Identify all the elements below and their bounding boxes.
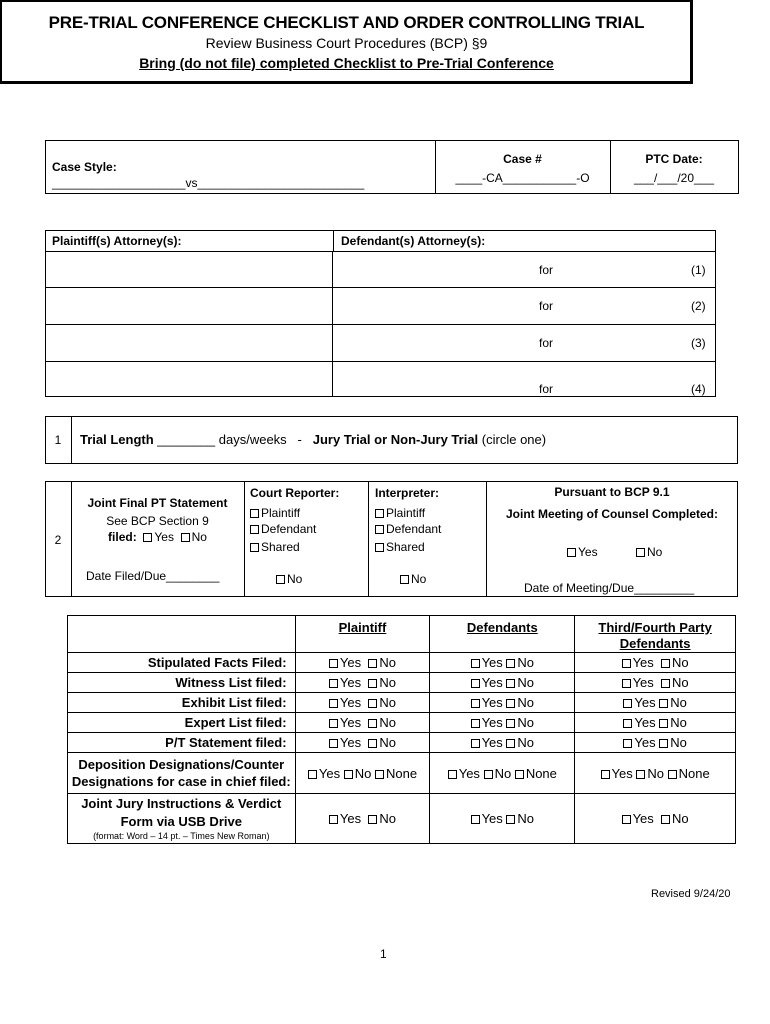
table-row: P/T Statement filed: Yes No Yes No Yes No <box>68 733 736 753</box>
pt-filed-yes[interactable]: Yes <box>143 530 174 544</box>
court-reporter-plaintiff[interactable]: Plaintiff <box>250 506 339 520</box>
title-box <box>0 0 693 84</box>
column-header: Third/Fourth Party Defendants <box>598 620 712 651</box>
case-style-label: Case Style: <box>52 160 117 174</box>
table-row: Deposition Designations/Counter Designations for case in chief filed: Yes No None Yes No None Yes No None <box>68 753 736 794</box>
attorney-row-number: (2) <box>691 299 706 313</box>
row-label: Deposition Designations/Counter <box>78 757 285 772</box>
checkbox-icon <box>375 509 384 518</box>
for-label: for <box>539 336 554 350</box>
checkbox-icon <box>143 533 152 542</box>
row-label: P/T Statement filed: <box>68 733 296 753</box>
plaintiff-attorney-label: Plaintiff(s) Attorney(s): <box>52 234 182 248</box>
row-label: Expert List filed: <box>68 713 296 733</box>
joint-meeting-no[interactable]: No <box>636 545 662 559</box>
interpreter-shared[interactable]: Shared <box>375 540 441 554</box>
joint-meeting-label: Joint Meeting of Counsel Completed: <box>506 507 718 521</box>
interpreter-no[interactable]: No <box>400 572 426 586</box>
ptc-date-field[interactable]: ___/___/20___ <box>633 171 715 185</box>
checkbox-icon <box>250 543 259 552</box>
section-1-number: 1 <box>54 433 62 447</box>
case-style-field[interactable]: ____________________vs_________________________ <box>52 176 365 190</box>
checkbox-icon <box>636 548 645 557</box>
joint-meeting-yes[interactable]: Yes <box>567 545 598 559</box>
format-note: (format: Word – 14 pt. – Times New Roman) <box>93 831 270 841</box>
court-reporter-shared[interactable]: Shared <box>250 540 339 554</box>
court-reporter-defendant[interactable]: Defendant <box>250 522 339 536</box>
for-label: for <box>539 263 554 277</box>
checkbox-icon <box>567 548 576 557</box>
checkbox-icon <box>375 543 384 552</box>
checkbox-icon <box>375 525 384 534</box>
table-row: Exhibit List filed: Yes No Yes No Yes No <box>68 693 736 713</box>
checkbox-icon <box>181 533 190 542</box>
page-title: PRE-TRIAL CONFERENCE CHECKLIST AND ORDER CONTROLLING TRIAL <box>48 13 645 32</box>
interpreter-defendant[interactable]: Defendant <box>375 522 441 536</box>
table-row: Witness List filed: Yes No Yes No Yes No <box>68 673 736 693</box>
ptc-date-label: PTC Date: <box>645 152 703 166</box>
row-label: Designations for case in chief filed: <box>71 774 291 789</box>
pt-filed-row: filed: Yes No <box>108 530 207 544</box>
attorney-row-number: (3) <box>691 336 706 350</box>
defendant-attorney-label: Defendant(s) Attorney(s): <box>341 234 486 248</box>
row-label: Joint Jury Instructions & Verdict <box>81 796 282 811</box>
checkbox-icon <box>400 575 409 584</box>
section-2-number: 2 <box>54 533 62 547</box>
court-reporter-label: Court Reporter: <box>250 486 340 500</box>
see-bcp-text: See BCP Section 9 <box>106 514 209 528</box>
for-label: for <box>539 299 554 313</box>
column-header: Defendants <box>466 620 538 635</box>
row-label: Exhibit List filed: <box>68 693 296 713</box>
jury-trial-choice[interactable]: Jury Trial or Non-Jury Trial <box>312 432 479 447</box>
checkbox-icon <box>250 525 259 534</box>
table-row: Expert List filed: Yes No Yes No Yes No <box>68 713 736 733</box>
checkbox-icon <box>250 509 259 518</box>
case-number-field[interactable]: ____-CA___________-O <box>455 171 590 185</box>
trial-length-line: Trial Length ________ days/weeks - Jury Trial or Non-Jury Trial (circle one) <box>80 432 547 447</box>
page-subtitle: Review Business Court Procedures (BCP) §9 <box>205 35 488 51</box>
row-label: Form via USB Drive <box>120 814 242 829</box>
trial-length-field[interactable]: ________ <box>157 432 216 447</box>
row-label: Stipulated Facts Filed: <box>68 653 296 673</box>
for-label: for <box>539 382 554 396</box>
table-row: Stipulated Facts Filed: Yes No Yes No Yes No <box>68 653 736 673</box>
pursuant-label: Pursuant to BCP 9.1 <box>554 485 670 499</box>
joint-pt-title: Joint Final PT Statement <box>87 496 228 510</box>
filings-table <box>67 615 736 844</box>
column-header: Plaintiff <box>338 620 387 635</box>
page-instruction: Bring (do not file) completed Checklist to Pre-Trial Conference <box>139 55 554 71</box>
attorney-row-number: (1) <box>691 263 706 277</box>
row-label: Witness List filed: <box>68 673 296 693</box>
table-header-row <box>68 616 736 653</box>
date-filed-field[interactable]: Date Filed/Due________ <box>86 569 220 583</box>
page-number: 1 <box>380 947 387 961</box>
table-row: Joint Jury Instructions & Verdict Form via USB Drive (format: Word – 14 pt. – Times New Roman) Yes No Yes No Yes No <box>68 794 736 844</box>
court-reporter-no[interactable]: No <box>276 572 302 586</box>
date-meeting-field[interactable]: Date of Meeting/Due_________ <box>524 581 695 595</box>
revised-date: Revised 9/24/20 <box>651 888 731 900</box>
case-number-label: Case # <box>503 152 542 166</box>
interpreter-label: Interpreter: <box>375 486 440 500</box>
checkbox-icon <box>276 575 285 584</box>
attorney-row-number: (4) <box>691 382 706 396</box>
interpreter-plaintiff[interactable]: Plaintiff <box>375 506 441 520</box>
pt-filed-no[interactable]: No <box>181 530 207 544</box>
